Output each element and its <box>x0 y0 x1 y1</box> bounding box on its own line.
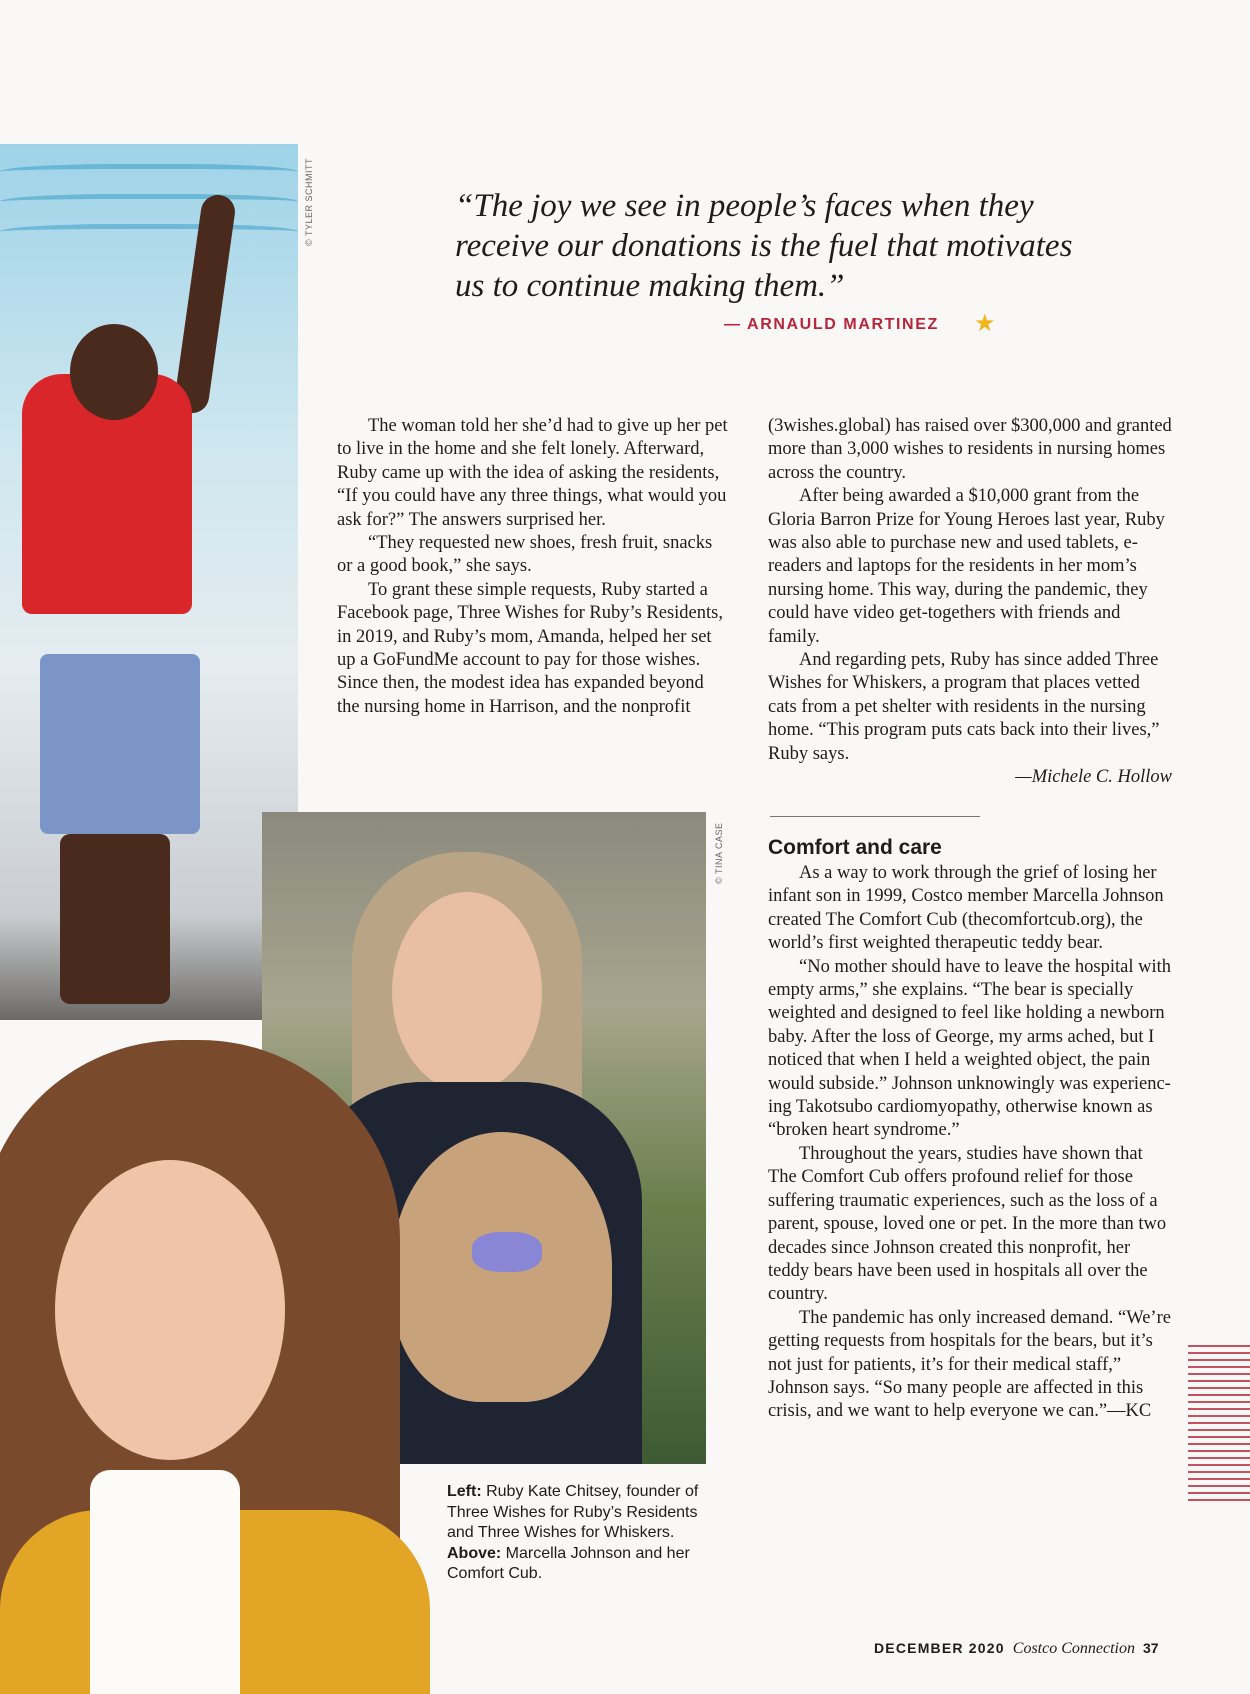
white-collar <box>90 1470 240 1694</box>
caption-label-above: Above: <box>447 1544 502 1562</box>
photo-boy-jumping <box>0 144 298 1020</box>
caption-text-above: Marcella Johnson and her Comfort Cub. <box>447 1544 690 1582</box>
caption-label-left: Left: <box>447 1483 482 1500</box>
article-column-2 <box>768 415 1172 790</box>
decorative-stripes <box>1188 1345 1250 1505</box>
article-paragraph: (3wishes.global) has raised over $300,000 and granted more than 3,000 wishes to residents in nursing homes across the country. <box>768 416 1172 483</box>
pull-quote: “The joy we see in people’s faces when they receive our donations is the fuel that motivates us to continue making them.” <box>455 188 1073 304</box>
article-paragraph: As a way to work through the grief of losing her infant son in 1999, Costco member Marcella Johnson created The Comfort Cub (thecomfortcub.org), the world’s first weighted therapeutic teddy bear. <box>768 863 1164 954</box>
photo-credit-1: © TYLER SCHMITT <box>304 158 314 246</box>
boy-head <box>70 324 158 420</box>
section-heading: Comfort and care <box>768 836 942 859</box>
footer-date: DECEMBER 2020 <box>874 1640 1005 1656</box>
bear-bow <box>472 1232 542 1272</box>
star-icon: ★ <box>974 311 996 337</box>
byline: —Michele C. Hollow <box>1015 767 1172 788</box>
article-paragraph: Throughout the years, studies have shown that The Comfort Cub offers profound relief for those suffering traumatic experiences, such as the loss of a parent, spouse, loved one or pet. In the more than two decades since Johnson created this nonprofit, her teddy bears have been used in hospitals all over the country. <box>768 1143 1167 1305</box>
article-paragraph: “No mother should have to leave the hospital with empty arms,” she explains. “The bear is specially weighted and designed to feel like holding a newborn baby. After the loss of George, my arms ached, but I noticed that when I held a weighted object, the pain would subside.” Johnson unknowingly was experiencing Takotsubo cardiomyopathy, otherwise known as “broken heart syndrome.” <box>768 956 1171 1141</box>
article-column-3 <box>768 862 1172 1424</box>
pull-quote-attribution: — ARNAULD MARTINEZ <box>724 316 939 333</box>
mural-wave <box>0 164 298 183</box>
mural-wave <box>0 224 298 243</box>
article-paragraph: The woman told her she’d had to give up her pet to live in the home and she felt lonely. Afterward, Ruby came up with the idea of asking the residents, “If you could have any three things, what would you ask for?” The answers surprised her. <box>337 416 728 530</box>
article-paragraph: To grant these simple requests, Ruby started a Facebook page, Three Wishes for Ruby’s Residents, in 2019, and Ruby’s mom, Amanda, helped her set up a GoFundMe account to pay for those wishes. Since then, the modest idea has expanded beyond the nursing home in Harrison, and the nonprofit <box>337 579 723 717</box>
mural-wave <box>0 194 298 213</box>
photo-caption <box>447 1482 727 1585</box>
article-paragraph: And regarding pets, Ruby has since added Three Wishes for Whiskers, a program that places vetted cats from a pet shelter with residents in the nursing home. “This program puts cats back into their lives,” Ruby says. <box>768 650 1160 764</box>
article-paragraph: “They requested new shoes, fresh fruit, snacks or a good book,” she says. <box>337 533 713 577</box>
section-divider <box>770 816 980 817</box>
article-paragraph: After being awarded a $10,000 grant from the Gloria Barron Prize for Young Heroes last year, Ruby was also able to purchase new and used tablets, e-readers and laptops for the residents in her mom’s nursing home. This way, during the pandemic, they could have video get-togethers with friends and family. <box>768 486 1165 647</box>
blue-shorts <box>40 654 200 834</box>
caption-text-left: Ruby Kate Chitsey, founder of Three Wishes for Ruby’s Residents and Three Wishes for Whiskers. <box>447 1483 699 1541</box>
photo-girl-portrait <box>0 1040 430 1694</box>
footer-magazine: Costco Connection <box>1012 1640 1135 1657</box>
article-paragraph: The pandemic has only increased demand. “We’re getting requests from hospitals for the bears, but it’s not just for patients, it’s for their medical staff,” Johnson says. “So many people are affected in this crisis, and we want to help everyone we can.”—KC <box>768 1307 1171 1422</box>
girl-face <box>55 1160 285 1460</box>
photo-credit-2: © TINA CASE <box>714 822 724 884</box>
page-number: 37 <box>1142 1640 1159 1656</box>
boy-legs <box>60 834 170 1004</box>
page-footer <box>874 1640 1159 1658</box>
article-column-1 <box>337 415 729 719</box>
